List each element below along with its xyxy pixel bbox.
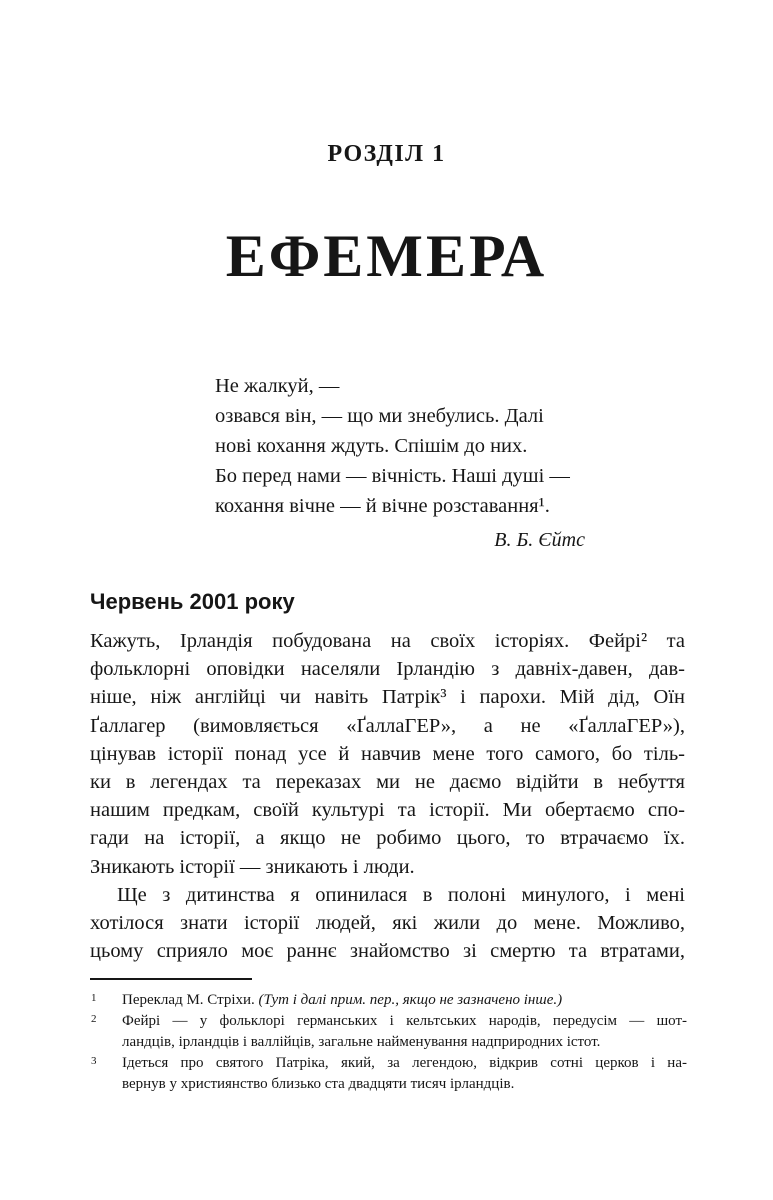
text-line: Не жалкуй, — xyxy=(215,375,340,397)
text-line: озвався він, — що ми знебулись. Далі xyxy=(215,405,544,427)
footnote-number: 3 xyxy=(91,1055,97,1067)
footnote-text: вернув у християнство близько ста двадцяти тисяч ірландців. xyxy=(122,1076,515,1092)
footnote-text: Ідеться про святого Патріка, який, за легендою, відкрив сотні церков і на- xyxy=(122,1055,687,1071)
footnote-line xyxy=(122,1011,687,1032)
footnote-divider xyxy=(90,978,252,980)
text-line: ки в легендах та переказах ми не даємо відійти в небуття xyxy=(90,771,685,794)
body-text xyxy=(90,627,685,965)
footnote-line xyxy=(122,1032,687,1053)
footnote-number: 1 xyxy=(91,992,97,1004)
body-paragraph xyxy=(90,881,685,966)
text-line: Ще з дитинства я опинилася в полоні минулого, і мені xyxy=(117,883,685,906)
text-line: ніше, ніж англійці чи навіть Патрік³ і парохи. Мій дід, Оїн xyxy=(90,686,685,709)
footnote-text: Переклад М. Стріхи. xyxy=(122,992,259,1008)
text-line: Зникають історії — зникають і люди. xyxy=(90,855,415,878)
footnote xyxy=(90,1053,687,1095)
footnote xyxy=(90,1011,687,1053)
text-line: хотілося знати історії людей, які жили до мене. Можливо, xyxy=(90,912,685,935)
footnote-number: 2 xyxy=(91,1013,97,1025)
footnote xyxy=(90,990,687,1011)
footnote-line xyxy=(122,1074,687,1095)
text-line: цьому сприяло моє раннє знайомство зі смертю та втратами, xyxy=(90,940,685,963)
section-heading: Червень 2001 року xyxy=(90,589,295,614)
body-paragraph xyxy=(90,627,685,881)
text-line: Кажуть, Ірландія побудована на своїх історіях. Фейрі² та xyxy=(90,630,685,652)
footnote-text: ландців, ірландців і валлійців, загальне найменування надприродних істот. xyxy=(122,1034,601,1050)
chapter-title: ЕФЕМЕРА xyxy=(225,223,548,289)
text-line: цінував історії понад усе й навчив мене того самого, бо тіль- xyxy=(90,742,685,765)
footnote-text-italic: (Тут і далі прим. пер., якщо не зазначено інше.) xyxy=(258,992,563,1008)
text-line: Ґаллагер (вимовляється «ҐаллаГЕР», а не «ҐаллаГЕР»), xyxy=(90,714,685,737)
footnote-text: Фейрі — у фольклорі германських і кельтських народів, передусім — шот- xyxy=(122,1013,687,1029)
chapter-kicker: РОЗДІЛ 1 xyxy=(327,141,446,167)
text-line: Бо перед нами — вічність. Наші душі — xyxy=(215,465,570,487)
text-line: фольклорні оповідки населяли Ірландію з давніх-давен, дав- xyxy=(90,658,685,681)
footnote-line xyxy=(122,990,687,1011)
footnote-line xyxy=(122,1053,687,1074)
epigraph-attribution: В. Б. Єйтс xyxy=(494,529,585,551)
epigraph-poem xyxy=(215,371,595,521)
footnotes xyxy=(90,990,687,1095)
text-line: кохання вічне — й вічне розставання¹. xyxy=(215,495,550,517)
text-line: гади на історії, а якщо не робимо цього, то втрачаємо їх. xyxy=(90,827,685,850)
text-line: нашим предкам, своїй культурі та історії. Ми обертаємо спо- xyxy=(90,799,685,822)
text-line: нові кохання ждуть. Спішім до них. xyxy=(215,435,528,457)
